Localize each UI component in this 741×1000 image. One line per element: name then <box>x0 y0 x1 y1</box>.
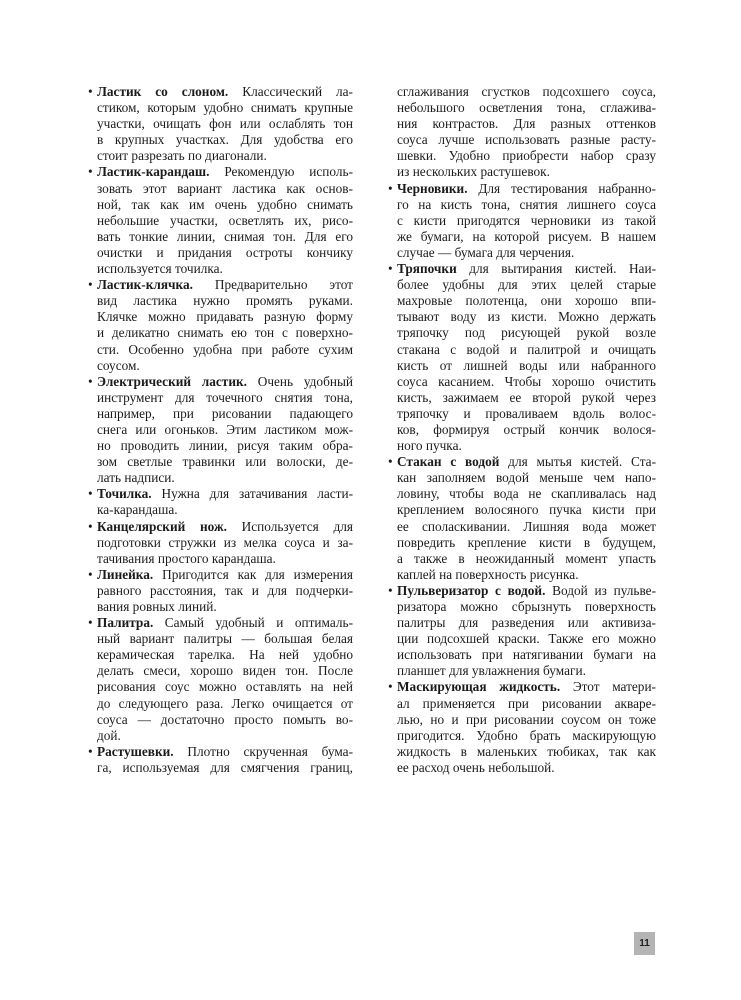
text-line <box>397 567 656 583</box>
bullet-marker: • <box>88 566 93 582</box>
text-line <box>397 406 656 422</box>
text-line <box>97 631 353 647</box>
text-line <box>97 535 353 551</box>
line-text: использовать при натягивании бумаги на <box>397 647 656 663</box>
bullet-term: Линейка. <box>97 566 154 582</box>
line-text: кисть, зажимаем ее второй рукой через <box>397 389 656 405</box>
line-text: ков, формируя острый кончик волося- <box>397 421 656 437</box>
line-text: лать надписи. <box>97 470 175 486</box>
text-line <box>97 390 353 406</box>
bullet-item <box>88 84 353 164</box>
text-line <box>97 728 353 744</box>
text-line <box>88 519 353 535</box>
line-text: Очень удобный <box>247 373 353 389</box>
line-text: ал применяется при рисовании акваре- <box>397 695 656 711</box>
line-text: шевки. Удобно приобрести набор сразу <box>397 148 656 164</box>
line-text: ка-карандаша. <box>97 502 178 518</box>
page-number-box <box>634 932 655 955</box>
line-text: вид ластика нужно промять руками. <box>97 293 353 309</box>
line-text: более удобны для этих целей старые <box>397 277 656 293</box>
text-line <box>388 261 656 277</box>
line-text: для вытирания кистей. Наи- <box>456 261 656 277</box>
line-text: стоит разрезать по диагонали. <box>97 148 267 164</box>
line-text: Используется для <box>226 518 353 534</box>
text-line <box>397 197 656 213</box>
line-text: га, используемая для смягчения границ, <box>97 759 353 775</box>
line-text: сглаживания сгустков подсохшего соуса, <box>397 84 656 99</box>
text-line <box>97 760 353 776</box>
line-text: стиком, которым удобно снимать крупные <box>97 100 353 116</box>
text-line <box>88 277 353 293</box>
bullet-item <box>388 261 656 454</box>
line-text: кан заполняем водой меньше чем напо- <box>397 470 656 486</box>
bullet-term: Ластик-клячка. <box>97 277 193 293</box>
line-text: вать тонкие линии, снимая тон. Для его <box>97 228 353 244</box>
text-line <box>397 502 656 518</box>
bullet-item <box>88 567 353 615</box>
text-line <box>97 406 353 422</box>
text-line <box>97 647 353 663</box>
line-text: вания ровных линий. <box>97 599 217 614</box>
bullet-term: Ластик со слоном. <box>97 84 229 99</box>
line-text: дой. <box>97 727 121 743</box>
text-line <box>397 696 656 712</box>
text-line <box>388 181 656 197</box>
line-text: с кисти пригодятся черновики из такой <box>397 212 656 228</box>
text-line <box>397 663 656 679</box>
text-line <box>397 213 656 229</box>
text-line <box>88 486 353 502</box>
line-text: ния контрастов. Для разных оттенков <box>397 116 656 132</box>
text-line <box>397 100 656 116</box>
text-line <box>97 502 353 518</box>
line-text: для мытья кистей. Ста- <box>499 454 657 470</box>
bullet-marker: • <box>88 615 93 631</box>
line-text: повредить крепление кисти в будущем, <box>397 534 656 550</box>
line-text: Клячке можно придавать разную форму <box>97 309 353 325</box>
line-text: кисть от лишней воды или набранного <box>397 357 656 373</box>
line-text: соуса лучше использовать разные расту- <box>397 132 656 148</box>
line-text: же бумаги, на которой рисуем. В нашем <box>397 228 656 244</box>
text-line <box>397 342 656 358</box>
bullet-term: Точилка. <box>97 486 152 502</box>
line-text: стакана с водой и палитрой и очищать <box>397 341 656 357</box>
line-text: а также в неожиданный момент упасть <box>397 550 656 566</box>
text-line <box>388 679 656 695</box>
bullet-term: Черновики. <box>397 180 468 196</box>
line-text: Этот матери- <box>560 679 656 695</box>
text-line <box>97 422 353 438</box>
bullet-item <box>88 615 353 744</box>
line-text: зовать этот вариант ластика как основ- <box>97 180 353 196</box>
bullet-item <box>88 486 353 518</box>
text-line <box>397 647 656 663</box>
text-line <box>97 583 353 599</box>
text-line <box>397 599 656 615</box>
text-line <box>397 229 656 245</box>
text-line <box>397 374 656 390</box>
text-line <box>397 486 656 502</box>
bullet-marker: • <box>388 454 393 470</box>
bullet-marker: • <box>88 277 93 293</box>
text-line <box>397 309 656 325</box>
bullet-marker: • <box>88 164 93 180</box>
line-text: в крупных участках. Для удобства его <box>97 132 353 148</box>
line-text: Предварительно этот <box>193 277 353 293</box>
page-number: 11 <box>639 938 650 949</box>
text-line <box>97 454 353 470</box>
line-text: зом светлые травинки или волоски, де- <box>97 454 353 470</box>
text-line <box>397 84 656 100</box>
text-line <box>97 470 353 486</box>
bullet-item <box>388 181 656 261</box>
line-text: керамическая тарелка. На ней удобно <box>97 647 353 663</box>
line-text: Нужна для затачивания ласти- <box>151 486 353 502</box>
continued-paragraph <box>388 84 656 181</box>
bullet-term: Растушевки. <box>97 743 174 759</box>
bullet-item <box>88 744 353 776</box>
text-line <box>88 84 353 100</box>
text-line <box>97 551 353 567</box>
line-text: ее расход очень небольшой. <box>397 759 555 775</box>
line-text: ный вариант палитры — большая белая <box>97 631 353 647</box>
bullet-term: Электрический ластик. <box>97 373 247 389</box>
line-text: Рекомендую исполь- <box>209 164 353 180</box>
text-line <box>88 744 353 760</box>
bullet-marker: • <box>388 180 393 196</box>
bullet-marker: • <box>388 261 393 277</box>
line-text: ной, так как им очень удобно снимать <box>97 196 353 212</box>
line-text: случае — бумага для черчения. <box>397 244 575 260</box>
bullet-item <box>388 679 656 776</box>
text-line <box>397 116 656 132</box>
text-line <box>397 245 656 261</box>
text-line <box>88 164 353 180</box>
line-text: но проводить линии, рисуя таким обра- <box>97 438 353 454</box>
line-text: Пригодится как для измерения <box>153 566 353 582</box>
line-text: планшет для увлажнения бумаги. <box>397 663 586 679</box>
line-text: небольшие участки, осветлять их, рисо- <box>97 212 353 228</box>
text-line <box>97 213 353 229</box>
line-text: участки, очищать фон или ослаблять тон <box>97 116 353 132</box>
line-text: пригодится. Удобно брать маскирующую <box>397 727 656 743</box>
text-line <box>397 390 656 406</box>
line-text: лью, но и при рисовании соусом он тоже <box>397 711 656 727</box>
line-text: делать смеси, хорошо виден тон. После <box>97 663 353 679</box>
line-text: инструмент для точечного снятия тона, <box>97 389 353 405</box>
bullet-item <box>88 277 353 374</box>
line-text: креплением волосяного пучка кисти при <box>397 502 656 518</box>
bullet-term: Канцелярский нож. <box>97 518 227 534</box>
line-text: небольшого осветления тона, сглажива- <box>397 100 656 116</box>
line-text: сти. Особенно удобна при работе сухим <box>97 341 353 357</box>
bullet-marker: • <box>88 373 93 389</box>
text-line <box>397 164 656 180</box>
bullet-item <box>88 164 353 277</box>
bullet-item <box>88 519 353 567</box>
text-line <box>397 519 656 535</box>
bullet-marker: • <box>388 679 393 695</box>
text-line <box>97 438 353 454</box>
bullet-term: Пульверизатор с водой. <box>397 582 546 598</box>
text-column-right <box>388 84 656 776</box>
line-text: ризатора можно сбрызнуть поверхность <box>397 599 656 614</box>
line-text: очистки и придания остроты кончику <box>97 244 353 260</box>
line-text: из нескольких растушевок. <box>397 164 550 180</box>
text-line <box>97 679 353 695</box>
text-line <box>397 293 656 309</box>
line-text: тряпочку под рисующей рукой возле <box>397 325 656 341</box>
line-text: тряпочку и проваливаем вдоль волос- <box>397 405 656 421</box>
bullet-item <box>88 374 353 487</box>
line-text: го на кисть тона, снятия лишнего соуса <box>397 196 656 212</box>
text-line <box>97 293 353 309</box>
text-line <box>397 132 656 148</box>
text-line <box>397 631 656 647</box>
text-line <box>397 760 656 776</box>
line-text: используется точилка. <box>97 261 223 277</box>
bullet-term: Палитра. <box>97 615 154 631</box>
text-line <box>397 744 656 760</box>
bullet-item <box>388 454 656 583</box>
text-column-left <box>88 84 353 776</box>
text-line <box>397 551 656 567</box>
text-line <box>88 615 353 631</box>
text-line <box>97 309 353 325</box>
bullet-marker: • <box>88 518 93 534</box>
text-line <box>97 132 353 148</box>
text-line <box>97 342 353 358</box>
text-line <box>88 374 353 390</box>
bullet-term: Маскирующая жидкость. <box>397 679 561 695</box>
text-line <box>97 181 353 197</box>
text-line <box>97 197 353 213</box>
line-text: махровые полотенца, они хорошо впи- <box>397 293 656 309</box>
bullet-term: Тряпочки <box>397 261 457 277</box>
line-text: подготовки стружки из мелка соуса и за- <box>97 534 353 550</box>
text-line <box>97 599 353 615</box>
text-line <box>388 583 656 599</box>
line-text: до следующего раза. Легко очищается от <box>97 695 353 711</box>
line-text: равного расстояния, так и для подчерки- <box>97 582 353 598</box>
text-line <box>397 277 656 293</box>
text-line <box>397 728 656 744</box>
text-line <box>97 261 353 277</box>
text-line <box>397 438 656 454</box>
bullet-term: Ластик-карандаш. <box>97 164 210 180</box>
text-line <box>97 148 353 164</box>
line-text: Классический ла- <box>228 84 353 99</box>
bullet-marker: • <box>88 486 93 502</box>
bullet-marker: • <box>388 582 393 598</box>
text-line <box>97 116 353 132</box>
text-line <box>397 325 656 341</box>
line-text: тачивания простого карандаша. <box>97 550 276 566</box>
text-line <box>397 712 656 728</box>
bullet-term: Стакан с водой <box>397 454 500 470</box>
text-line <box>388 454 656 470</box>
line-text: Плотно скрученная бума- <box>173 743 353 759</box>
text-line <box>97 325 353 341</box>
text-line <box>97 229 353 245</box>
text-line <box>397 535 656 551</box>
line-text: снега или огоньков. Этим ластиком мож- <box>97 421 353 437</box>
line-text: соусом. <box>97 357 140 373</box>
line-text: тывают воду из кисти. Можно держать <box>397 309 656 325</box>
line-text: например, при рисовании падающего <box>97 405 353 421</box>
text-line <box>397 615 656 631</box>
line-text: соуса — достаточно просто помыть во- <box>97 711 353 727</box>
line-text: и деликатно снимать ею тон с поверхно- <box>97 325 353 341</box>
text-line <box>397 422 656 438</box>
bullet-marker: • <box>88 84 93 99</box>
line-text: ловину, чтобы вода не скапливалась над <box>397 486 656 502</box>
line-text: ее споласкивании. Лишняя вода может <box>397 518 656 534</box>
line-text: ции подсохшей краски. Также его можно <box>397 631 656 647</box>
text-line <box>97 696 353 712</box>
text-line <box>97 245 353 261</box>
line-text: Самый удобный и оптималь- <box>153 615 353 631</box>
text-line <box>397 148 656 164</box>
line-text: рисования соус можно оставлять на ней <box>97 679 353 695</box>
text-line <box>97 358 353 374</box>
line-text: жидкость в маленьких тюбиках, так как <box>397 743 656 759</box>
bullet-item <box>388 583 656 680</box>
line-text: соуса касанием. Чтобы хорошо очистить <box>397 373 656 389</box>
line-text: ного пучка. <box>397 438 462 454</box>
text-line <box>97 663 353 679</box>
text-line <box>97 712 353 728</box>
line-text: Для тестирования набранно- <box>467 180 656 196</box>
text-line <box>397 470 656 486</box>
text-line <box>88 567 353 583</box>
line-text: каплей на поверхность рисунка. <box>397 566 579 582</box>
text-line <box>97 100 353 116</box>
bullet-marker: • <box>88 743 93 759</box>
line-text: Водой из пульве- <box>545 582 657 598</box>
line-text: палитры для разведения или активиза- <box>397 615 656 631</box>
text-line <box>397 358 656 374</box>
